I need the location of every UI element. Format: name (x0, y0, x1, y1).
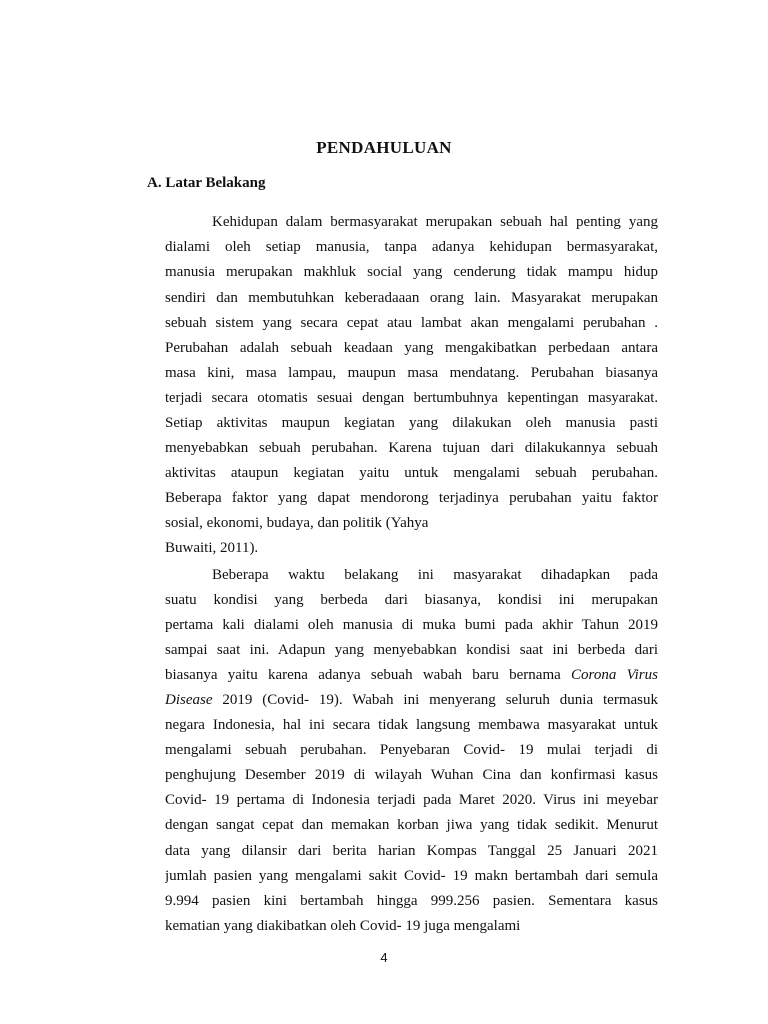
paragraph-2-line-5-italic: Corona Virus (571, 667, 658, 683)
paragraph-1-line-11: aktivitas ataupun kegiatan yaitu untuk mengalami sebuah perubahan. (165, 465, 658, 481)
paragraph-1-line-13: sosial, ekonomi, budaya, dan politik (Yahya (165, 515, 429, 531)
paragraph-2-line-4: sampai saat ini. Adapun yang menyebabkan kondisi saat ini berbeda dari (165, 642, 658, 658)
paragraph-2-line-12: data yang dilansir dari berita harian Kompas Tanggal 25 Januari 2021 (165, 843, 658, 859)
paragraph-2-line-9: penghujung Desember 2019 di wilayah Wuhan Cina dan konfirmasi kasus (165, 767, 658, 783)
paragraph-1-line-6: Perubahan adalah sebuah keadaan yang mengakibatkan perbedaan antara (165, 340, 658, 356)
paragraph-2-line-6-text: 2019 (Covid- 19). Wabah ini menyerang seluruh dunia termasuk (212, 692, 658, 708)
paragraph-2-line-5-text: biasanya yaitu karena adanya sebuah wabah baru bernama (165, 667, 572, 683)
page-number: 4 (380, 950, 388, 965)
paragraph-1-line-2: dialami oleh setiap manusia, tanpa adanya kehidupan bermasyarakat, (165, 239, 658, 255)
paragraph-1-line-4: sendiri dan membutuhkan keberadaaan orang lain. Masyarakat merupakan (165, 290, 658, 306)
paragraph-1-line-12: Beberapa faktor yang dapat mendorong terjadinya perubahan yaitu faktor (165, 490, 658, 506)
paragraph-1-line-1: Kehidupan dalam bermasyarakat merupakan sebuah hal penting yang (212, 214, 658, 230)
paragraph-2-line-6 (165, 690, 658, 710)
paragraph-2-line-10: Covid- 19 pertama di Indonesia terjadi pada Maret 2020. Virus ini meyebar (165, 792, 658, 808)
paragraph-2-line-8: mengalami sebuah perubahan. Penyebaran Covid- 19 mulai terjadi di (165, 742, 658, 758)
paragraph-2-line-11: dengan sangat cepat dan memakan korban jiwa yang tidak sedikit. Menurut (165, 817, 658, 833)
paragraph-2-line-13: jumlah pasien yang mengalami sakit Covid- 19 makn bertambah dari semula (165, 868, 658, 884)
paragraph-2-line-15: kematian yang diakibatkan oleh Covid- 19 juga mengalami (165, 918, 521, 934)
paragraph-1-line-14: Buwaiti, 2011). (165, 540, 259, 556)
paragraph-2-line-5 (165, 665, 658, 685)
paragraph-2-line-7: negara Indonesia, hal ini secara tidak langsung membawa masyarakat untuk (165, 717, 658, 733)
paragraph-2-line-3: pertama kali dialami oleh manusia di muka bumi pada akhir Tahun 2019 (165, 617, 658, 633)
paragraph-2-line-2: suatu kondisi yang berbeda dari biasanya, kondisi ini merupakan (165, 592, 658, 608)
paragraph-1-line-9: Setiap aktivitas maupun kegiatan yang dilakukan oleh manusia pasti (165, 415, 658, 431)
paragraph-2-line-1: Beberapa waktu belakang ini masyarakat dihadapkan pada (212, 567, 658, 583)
chapter-title: PENDAHULUAN (316, 138, 452, 157)
paragraph-1-line-5: sebuah sistem yang secara cepat atau lambat akan mengalami perubahan . (165, 315, 658, 331)
paragraph-2-line-6-italic: Disease (165, 692, 213, 708)
paragraph-1-line-10: menyebabkan sebuah perubahan. Karena tujuan dari dilakukannya sebuah (165, 440, 658, 456)
paragraph-1-line-8: terjadi secara otomatis sesuai dengan bertumbuhnya kepentingan masyarakat. (165, 390, 658, 406)
paragraph-2-line-14: 9.994 pasien kini bertambah hingga 999.256 pasien. Sementara kasus (165, 893, 658, 909)
paragraph-1-line-3: manusia merupakan makhluk social yang cenderung tidak mampu hidup (165, 264, 658, 280)
paragraph-1-line-7: masa kini, masa lampau, maupun masa mendatang. Perubahan biasanya (165, 365, 658, 381)
section-heading: A. Latar Belakang (147, 175, 266, 191)
